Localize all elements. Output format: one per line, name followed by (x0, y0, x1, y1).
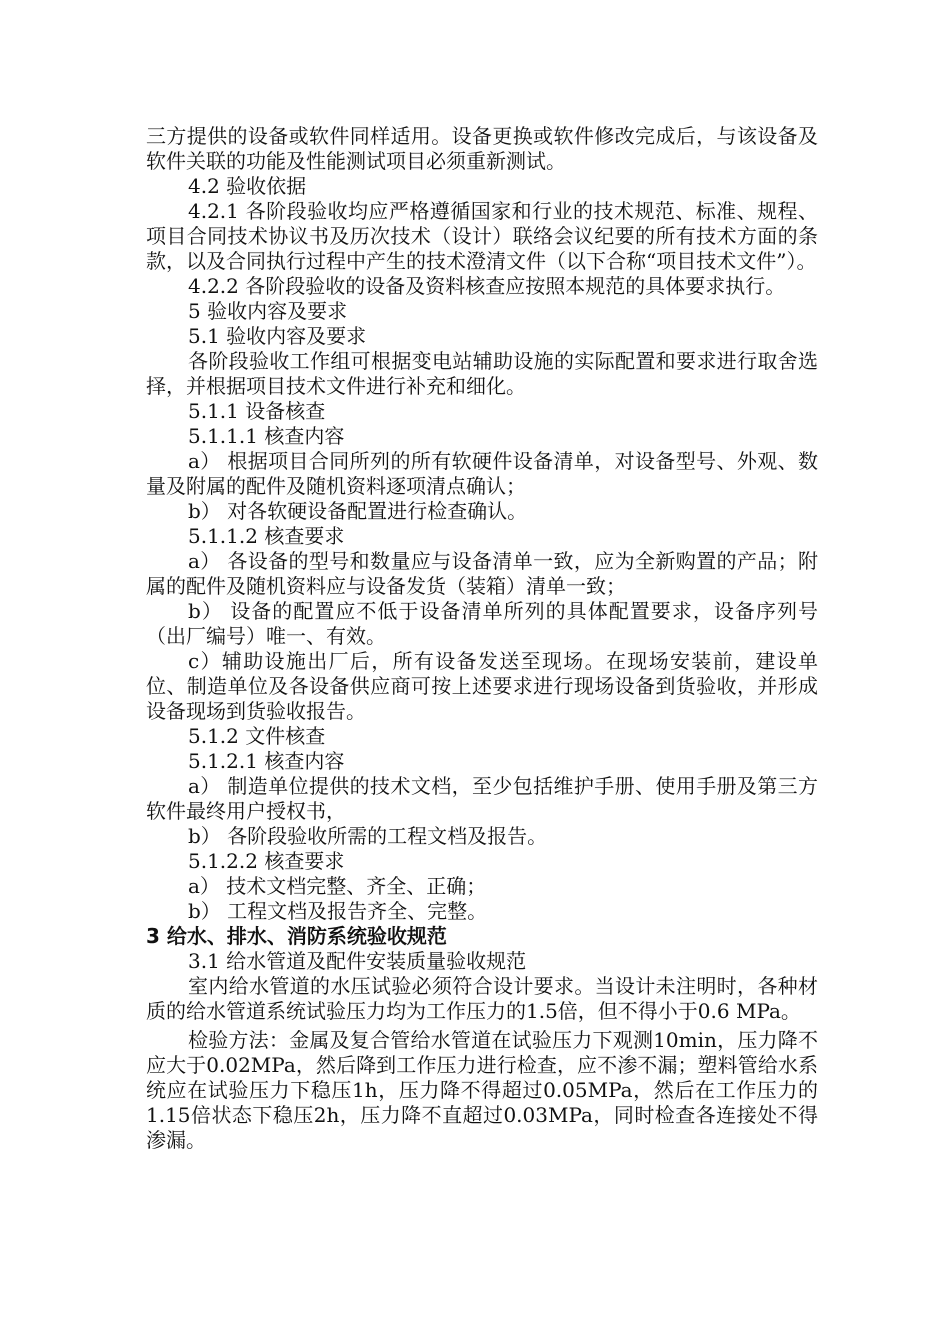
list-item-c: c）辅助设施出厂后，所有设备发送至现场。在现场安装前，建设单位、制造单位及各设备供应商可按上述要求进行现场设备到货验收，并形成设备现场到货验收报告。 (146, 649, 818, 723)
list-item-a: a） 各设备的型号和数量应与设备清单一致，应为全新购置的产品；附属的配件及随机资料应与设备发货（装箱）清单一致； (146, 549, 818, 598)
paragraph-5-1-body: 各阶段验收工作组可根据变电站辅助设施的实际配置和要求进行取舍选择，并根据项目技术文件进行补充和细化。 (146, 349, 818, 398)
list-item-b: b） 对各软硬设备配置进行检查确认。 (188, 499, 528, 523)
list-item-a: a） 技术文档完整、齐全、正确； (188, 874, 487, 898)
list-item-b: b） 设备的配置应不低于设备清单所列的具体配置要求，设备序列号（出厂编号）唯一、有效。 (146, 599, 818, 648)
paragraph-pressure-test: 室内给水管道的水压试验必须符合设计要求。当设计未注明时，各种材质的给水管道系统试验压力均为工作压力的1.5倍，但不得小于0.6 MPa。 (146, 974, 818, 1023)
heading-3-1: 3.1 给水管道及配件安装质量验收规范 (188, 949, 527, 973)
paragraph-inspection-method: 检验方法：金属及复合管给水管道在试验压力下观测10min，压力降不应大于0.02MPa，然后降到工作压力进行检查，应不渗不漏；塑料管给水系统应在试验压力下稳压1h，压力降不得超过0.05MPa，然后在工作压力的1.15倍状态下稳压2h，压力降不直超过0.03MPa，同时检查各连接处不得渗漏。 (146, 1028, 818, 1152)
list-item-b: b） 工程文档及报告齐全、完整。 (188, 899, 488, 923)
clause-4-2-1: 4.2.1 各阶段验收均应严格遵循国家和行业的技术规范、标准、规程、项目合同技术协议书及历次技术（设计）联络会议纪要的所有技术方面的条款，以及合同执行过程中产生的技术澄清文件（以下合称“项目技术文件”）。 (146, 199, 818, 273)
heading-5-1-2-2: 5.1.2.2 核查要求 (188, 849, 345, 873)
heading-5: 5 验收内容及要求 (188, 299, 348, 323)
heading-4-2: 4.2 验收依据 (188, 174, 307, 198)
heading-5-1-1-1: 5.1.1.1 核查内容 (188, 424, 345, 448)
heading-5-1-1-2: 5.1.1.2 核查要求 (188, 524, 345, 548)
list-item-a: a） 制造单位提供的技术文档，至少包括维护手册、使用手册及第三方软件最终用户授权书， (146, 774, 818, 823)
list-item-a: a） 根据项目合同所列的所有软硬件设备清单，对设备型号、外观、数量及附属的配件及随机资料逐项清点确认； (146, 449, 818, 498)
section-heading-3: 3 给水、排水、消防系统验收规范 (146, 924, 447, 948)
heading-5-1-1: 5.1.1 设备核查 (188, 399, 326, 423)
list-item-b: b） 各阶段验收所需的工程文档及报告。 (188, 824, 548, 848)
heading-5-1-2-1: 5.1.2.1 核查内容 (188, 749, 345, 773)
heading-5-1: 5.1 验收内容及要求 (188, 324, 367, 348)
heading-5-1-2: 5.1.2 文件核查 (188, 724, 326, 748)
paragraph-continuation: 三方提供的设备或软件同样适用。设备更换或软件修改完成后，与该设备及软件关联的功能及性能测试项目必须重新测试。 (146, 124, 818, 173)
clause-4-2-2: 4.2.2 各阶段验收的设备及资料核查应按照本规范的具体要求执行。 (188, 274, 786, 298)
document-page (146, 124, 818, 1153)
